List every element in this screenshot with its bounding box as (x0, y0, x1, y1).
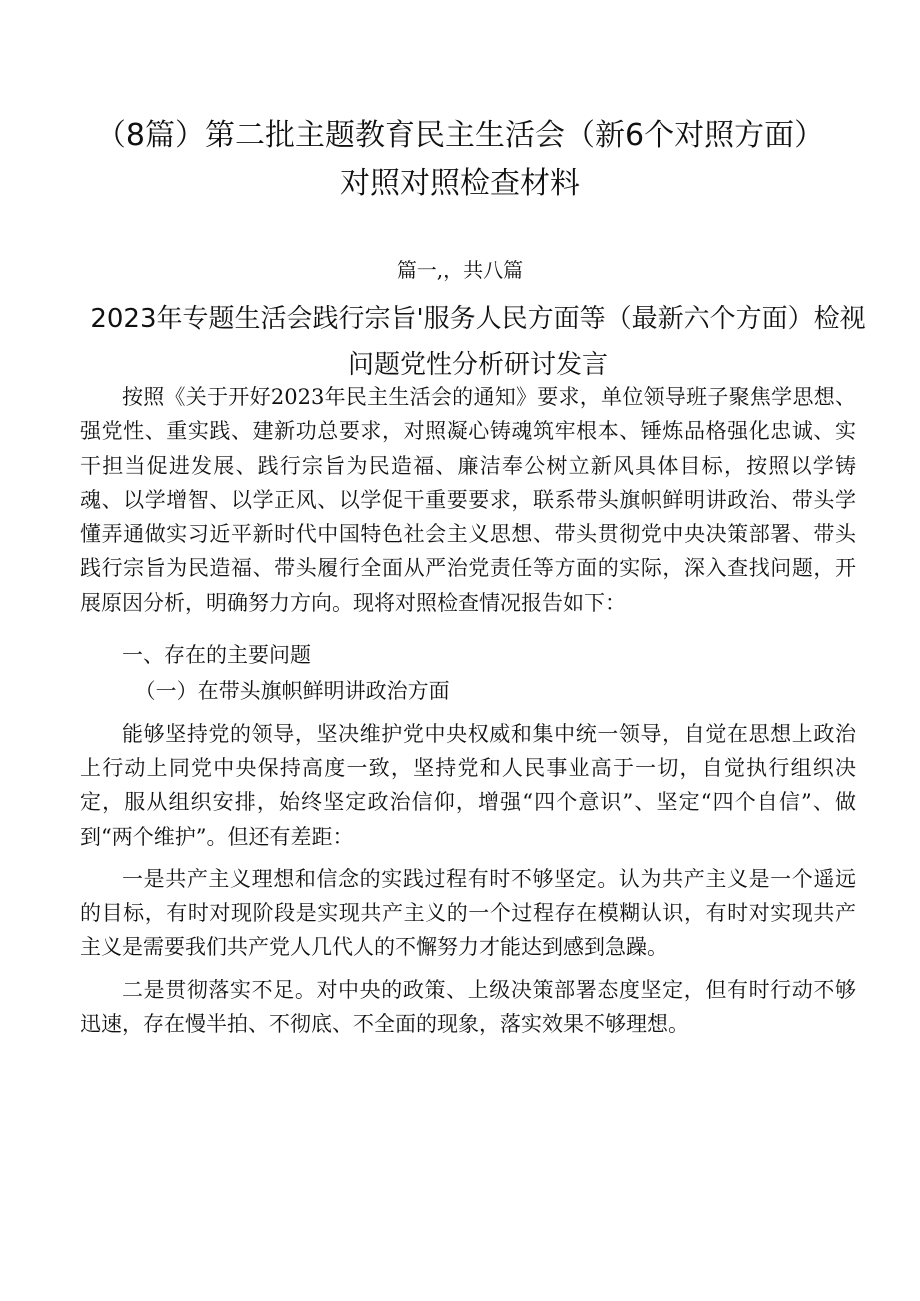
document-title: （8篇）第二批主题教育民主生活会（新6个对照方面）对照对照检查材料 (95, 118, 825, 201)
section-label: 篇一,，共八篇 (396, 258, 524, 282)
intro-paragraph: 按照《关于开好2023年民主生活会的通知》要求，单位领导班子聚焦学思想、强党性、重实践、建新功总要求，对照凝心铸魂筑牢根本、锤炼品格强化忠诚、实干担当促进发展、践行宗旨为民造福、廉洁奉公树立新风具体目标，按照以学铸魂、以学增智、以学正风、以学促干重要要求，联系带头旗帜鲜明讲政治、带头学懂弄通做实习近平新时代中国特色社会主义思想、带头贯彻党中央决策部署、带头践行宗旨为民造福、带头履行全面从严治党责任等方面的实际，深入查找问题，开展原因分析，明确努力方向。现将对照检查情况报告如下： (80, 385, 856, 615)
body-paragraph: 能够坚持党的领导，坚决维护党中央权威和集中统一领导，自觉在思想上政治上行动上同党中央保持高度一致，坚持党和人民事业高于一切，自觉执行组织决定，服从组织安排，始终坚定政治信仰，增强“四个意识”、坚定“四个自信”、做到“两个维护”。但还有差距： (80, 721, 856, 849)
article-title: 2023年专题生活会践行宗旨'服务人民方面等（最新六个方面）检视问题党性分析研讨发言 (90, 304, 866, 380)
subsection-heading-politics: （一）在带头旗帜鲜明讲政治方面 (134, 679, 450, 704)
body-paragraph: 二是贯彻落实不足。对中央的政策、上级决策部署态度坚定，但有时行动不够迅速，存在慢半拍、不彻底、不全面的现象，落实效果不够理想。 (80, 977, 856, 1037)
section-heading-problems: 一、存在的主要问题 (122, 643, 311, 668)
document-body (80, 380, 856, 1041)
body-paragraph: 一是共产主义理想和信念的实践过程有时不够坚定。认为共产主义是一个遥远的目标，有时对现阶段是实现共产主义的一个过程存在模糊认识，有时对实现共产主义是需要我们共产党人几代人的不懈努力才能达到感到急躁。 (80, 866, 856, 960)
